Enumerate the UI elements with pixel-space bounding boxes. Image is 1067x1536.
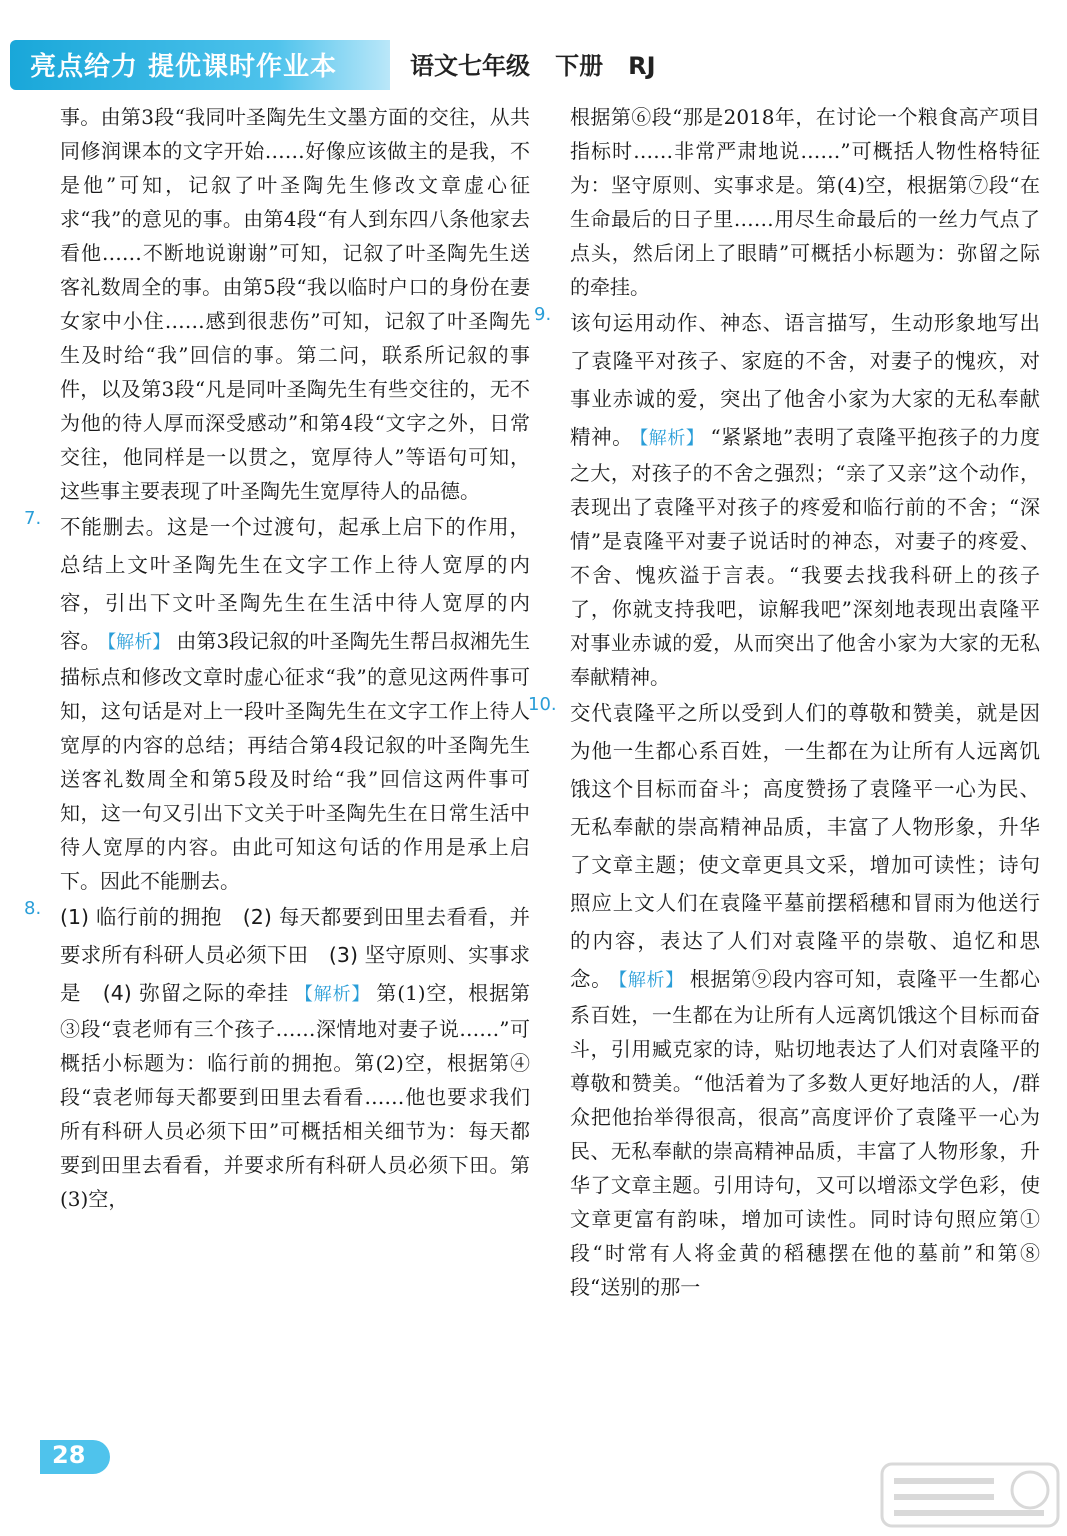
analysis-tag: 【解析】 (294, 984, 371, 1005)
analysis-text: 根据第⑨段内容可知，袁隆平一生都心系百姓，一生都在为让所有人远离饥饿这个目标而奋斗，引用臧克家的诗，贴切地表达了人们对袁隆平的尊敬和赞美。“他活着为了多数人更好地活的人，/群众把他抬举得很高，很高”高度评价了袁隆平一心为民、无私奉献的崇高精神品质，丰富了人物形象，升华了文章主题。引用诗句，又可以增添文学色彩，使文章更富有韵味，增加可读性。同时诗句照应第①段“时常有人将金黄的稻穗摆在他的墓前”和第⑧段“送别的那一 (570, 967, 1041, 1299)
question-number: 8. (24, 898, 42, 919)
question-10 (528, 694, 1041, 1304)
continued-analysis-text: 事。由第3段“我同叶圣陶先生文墨方面的交往，从共同修润课本的文字开始……好像应该做主的是我，不是他”可知，记叙了叶圣陶先生修改文章虚心征求“我”的意见的事。由第4段“有人到东四八条他家去看他……不断地说谢谢”可知，记叙了叶圣陶先生送客礼数周全的事。由第5段“我以临时户口的身份在妻女家中小住……感到很悲伤”可知，记叙了叶圣陶先生及时给“我”回信的事。第二问，联系所记叙的事件，以及第3段“凡是同叶圣陶先生有些交往的，无不为他的待人厚而深受感动”和第4段“文字之外，日常交往，他同样是一以贯之，宽厚待人”等语句可知，这些事主要表现了叶圣陶先生宽厚待人的品德。 (60, 105, 530, 503)
watermark-logo-icon (880, 1460, 1060, 1530)
question-7 (24, 508, 531, 898)
answer-text: 交代袁隆平之所以受到人们的尊敬和赞美，就是因为他一生都心系百姓，一生都在为让所有人远离饥饿这个目标而奋斗；高度赞扬了袁隆平一心为民、无私奉献的崇高精神品质，丰富了人物形象，升华了文章主题；使文章更具文采，增加可读性；诗句照应上文人们在袁隆平墓前摆稻穗和冒雨为他送行的内容，表达了人们对袁隆平的崇敬、追忆和思念。 (570, 701, 1040, 991)
analysis-text: “紧紧地”表明了袁隆平抱孩子的力度之大，对孩子的不舍之强烈；“亲了又亲”这个动作，表现出了袁隆平对孩子的疼爱和临行前的不舍；“深情”是袁隆平对妻子说话时的神态，对妻子的疼爱、不舍、愧疚溢于言表。“我要去找我科研上的孩子了，你就支持我吧，谅解我吧”深刻地表现出袁隆平对事业赤诚的爱，从而突出了他舍小家为大家的无私奉献精神。 (570, 425, 1041, 689)
right-column (528, 100, 1041, 1304)
continued-analysis-text: 根据第⑥段“那是2018年，在讨论一个粮食高产项目指标时……非常严肃地说……”可概括人物性格特征为：坚守原则、实事求是。第(4)空，根据第⑦段“在生命最后的日子里……用尽生命最后的一丝力气点了点头，然后闭上了眼睛”可概括小标题为：弥留之际的牵挂。 (570, 105, 1040, 299)
question-number: 9. (534, 304, 552, 325)
series-title: 亮点给力 提优课时作业本 (30, 52, 338, 82)
answer-text: (1) 临行前的拥抱 (2) 每天都要到田里去看看，并要求所有科研人员必须下田 (3) 坚守原则、实事求是 (4) 弥留之际的牵挂 (60, 905, 530, 1005)
question-number: 10. (528, 694, 557, 715)
question-8 (24, 898, 530, 1216)
analysis-tag: 【解析】 (107, 632, 171, 653)
left-column (24, 100, 531, 1216)
page-number: 28 (52, 1441, 86, 1469)
analysis-text: 第(1)空，根据第③段“袁老师有三个孩子……深情地对妻子说……”可概括小标题为：临行前的拥抱。第(2)空，根据第④段“袁老师每天都要到田里去看看……他也要求我们所有科研人员必须下田”可概括相关细节为：每天都要到田里去看看，并要求所有科研人员必须下田。第(3)空， (60, 981, 530, 1211)
subject-info: 语文七年级 下册 RJ (410, 52, 656, 80)
analysis-tag: 【解析】 (639, 428, 705, 449)
question-number: 7. (24, 508, 42, 529)
question-9 (534, 304, 1041, 694)
analysis-tag: 【解析】 (618, 970, 684, 991)
analysis-text: 由第3段记叙的叶圣陶先生帮吕叔湘先生描标点和修改文章时虚心征求“我”的意见这两件事可知，这句话是对上一段叶圣陶先生在文字工作上待人宽厚的内容的总结；再结合第4段记叙的叶圣陶先生送客礼数周全和第5段及时给“我”回信这两件事可知，这一句又引出下文关于叶圣陶先生在日常生活中待人宽厚的内容。由此可知这句话的作用是承上启下。因此不能删去。 (60, 629, 531, 893)
answer-text: 该句运用动作、神态、语言描写，生动形象地写出了袁隆平对孩子、家庭的不舍，对妻子的愧疚，对事业赤诚的爱，突出了他舍小家为大家的无私奉献精神。 (570, 311, 1040, 449)
answer-text: 不能删去。这是一个过渡句，起承上启下的作用，总结上文叶圣陶先生在文字工作上待人宽厚的内容，引出下文叶圣陶先生在生活中待人宽厚的内容。 (60, 515, 530, 653)
